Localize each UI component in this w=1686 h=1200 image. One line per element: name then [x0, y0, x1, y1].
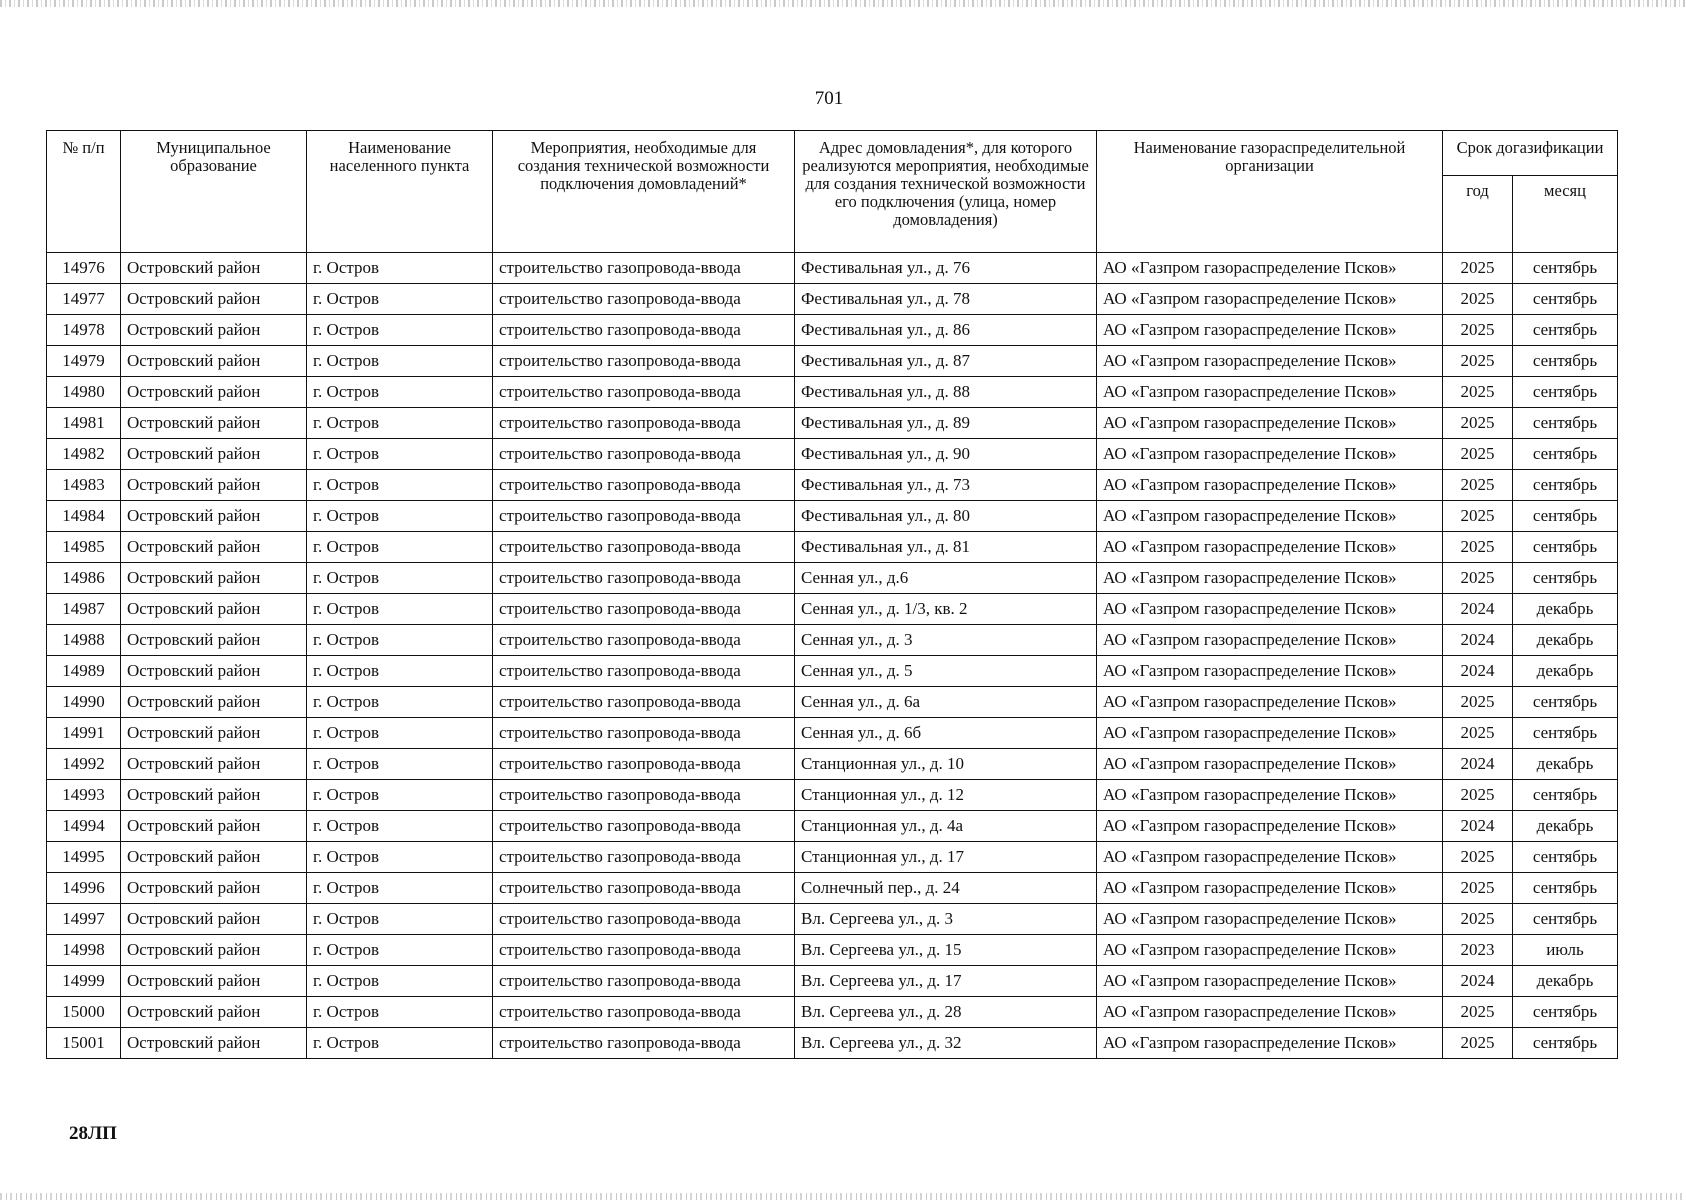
cell-organization: АО «Газпром газораспределение Псков»	[1097, 935, 1443, 966]
cell-num: 14989	[47, 656, 121, 687]
table-row	[47, 439, 1618, 470]
cell-measures: строительство газопровода-ввода	[493, 532, 795, 563]
cell-measures: строительство газопровода-ввода	[493, 284, 795, 315]
cell-settlement: г. Остров	[307, 315, 493, 346]
cell-num: 14996	[47, 873, 121, 904]
cell-municipality: Островский район	[121, 594, 307, 625]
cell-year: 2025	[1443, 470, 1513, 501]
cell-organization: АО «Газпром газораспределение Псков»	[1097, 749, 1443, 780]
cell-num: 15000	[47, 997, 121, 1028]
cell-month: сентябрь	[1513, 377, 1618, 408]
cell-address: Фестивальная ул., д. 78	[795, 284, 1097, 315]
cell-num: 14977	[47, 284, 121, 315]
cell-num: 15001	[47, 1028, 121, 1059]
cell-address: Станционная ул., д. 4а	[795, 811, 1097, 842]
cell-municipality: Островский район	[121, 315, 307, 346]
cell-num: 14982	[47, 439, 121, 470]
cell-organization: АО «Газпром газораспределение Псков»	[1097, 408, 1443, 439]
cell-organization: АО «Газпром газораспределение Псков»	[1097, 377, 1443, 408]
cell-num: 14995	[47, 842, 121, 873]
cell-num: 14983	[47, 470, 121, 501]
cell-settlement: г. Остров	[307, 346, 493, 377]
cell-address: Вл. Сергеева ул., д. 28	[795, 997, 1097, 1028]
cell-municipality: Островский район	[121, 439, 307, 470]
cell-address: Фестивальная ул., д. 88	[795, 377, 1097, 408]
cell-address: Вл. Сергеева ул., д. 15	[795, 935, 1097, 966]
cell-address: Солнечный пер., д. 24	[795, 873, 1097, 904]
cell-measures: строительство газопровода-ввода	[493, 594, 795, 625]
cell-organization: АО «Газпром газораспределение Псков»	[1097, 997, 1443, 1028]
cell-address: Станционная ул., д. 17	[795, 842, 1097, 873]
cell-settlement: г. Остров	[307, 966, 493, 997]
cell-address: Вл. Сергеева ул., д. 32	[795, 1028, 1097, 1059]
cell-address: Сенная ул., д. 1/3, кв. 2	[795, 594, 1097, 625]
cell-month: сентябрь	[1513, 842, 1618, 873]
table-row	[47, 315, 1618, 346]
cell-year: 2025	[1443, 1028, 1513, 1059]
table-row	[47, 811, 1618, 842]
header-year: год	[1443, 176, 1513, 253]
cell-settlement: г. Остров	[307, 408, 493, 439]
header-address: Адрес домовладения*, для которого реализуются мероприятия, необходимые для создания технической возможности его подключения (улица, номер домовладения)	[795, 131, 1097, 253]
cell-settlement: г. Остров	[307, 253, 493, 284]
cell-municipality: Островский район	[121, 532, 307, 563]
cell-organization: АО «Газпром газораспределение Псков»	[1097, 284, 1443, 315]
cell-measures: строительство газопровода-ввода	[493, 377, 795, 408]
cell-year: 2025	[1443, 377, 1513, 408]
header-num: № п/п	[47, 131, 121, 253]
cell-num: 14999	[47, 966, 121, 997]
cell-month: сентябрь	[1513, 408, 1618, 439]
cell-address: Фестивальная ул., д. 76	[795, 253, 1097, 284]
cell-organization: АО «Газпром газораспределение Псков»	[1097, 532, 1443, 563]
cell-month: сентябрь	[1513, 315, 1618, 346]
header-settlement: Наименование населенного пункта	[307, 131, 493, 253]
cell-year: 2025	[1443, 780, 1513, 811]
gasification-table	[46, 130, 1618, 1059]
table-row	[47, 873, 1618, 904]
cell-year: 2024	[1443, 594, 1513, 625]
cell-num: 14979	[47, 346, 121, 377]
cell-organization: АО «Газпром газораспределение Псков»	[1097, 811, 1443, 842]
cell-year: 2025	[1443, 842, 1513, 873]
cell-num: 14976	[47, 253, 121, 284]
cell-month: сентябрь	[1513, 532, 1618, 563]
cell-year: 2025	[1443, 997, 1513, 1028]
cell-month: сентябрь	[1513, 718, 1618, 749]
cell-year: 2025	[1443, 563, 1513, 594]
cell-address: Фестивальная ул., д. 87	[795, 346, 1097, 377]
cell-municipality: Островский район	[121, 966, 307, 997]
cell-organization: АО «Газпром газораспределение Псков»	[1097, 315, 1443, 346]
header-deadline: Срок догазификации	[1443, 131, 1618, 176]
cell-measures: строительство газопровода-ввода	[493, 563, 795, 594]
cell-municipality: Островский район	[121, 873, 307, 904]
cell-month: сентябрь	[1513, 873, 1618, 904]
cell-municipality: Островский район	[121, 470, 307, 501]
cell-organization: АО «Газпром газораспределение Псков»	[1097, 1028, 1443, 1059]
cell-num: 14987	[47, 594, 121, 625]
cell-measures: строительство газопровода-ввода	[493, 656, 795, 687]
table-row	[47, 253, 1618, 284]
cell-num: 14992	[47, 749, 121, 780]
cell-address: Сенная ул., д. 5	[795, 656, 1097, 687]
cell-measures: строительство газопровода-ввода	[493, 811, 795, 842]
cell-organization: АО «Газпром газораспределение Псков»	[1097, 594, 1443, 625]
cell-month: сентябрь	[1513, 253, 1618, 284]
scan-edge-bottom	[0, 1193, 1686, 1200]
cell-month: сентябрь	[1513, 470, 1618, 501]
cell-municipality: Островский район	[121, 904, 307, 935]
table-row	[47, 780, 1618, 811]
cell-month: декабрь	[1513, 656, 1618, 687]
header-month: месяц	[1513, 176, 1618, 253]
cell-month: сентябрь	[1513, 997, 1618, 1028]
cell-municipality: Островский район	[121, 656, 307, 687]
cell-num: 14990	[47, 687, 121, 718]
cell-measures: строительство газопровода-ввода	[493, 842, 795, 873]
table-row	[47, 563, 1618, 594]
cell-municipality: Островский район	[121, 377, 307, 408]
cell-settlement: г. Остров	[307, 749, 493, 780]
cell-organization: АО «Газпром газораспределение Псков»	[1097, 873, 1443, 904]
cell-month: сентябрь	[1513, 284, 1618, 315]
cell-municipality: Островский район	[121, 811, 307, 842]
cell-month: сентябрь	[1513, 439, 1618, 470]
table-row	[47, 377, 1618, 408]
cell-measures: строительство газопровода-ввода	[493, 904, 795, 935]
table-row	[47, 656, 1618, 687]
cell-year: 2025	[1443, 315, 1513, 346]
cell-address: Вл. Сергеева ул., д. 3	[795, 904, 1097, 935]
cell-measures: строительство газопровода-ввода	[493, 346, 795, 377]
cell-month: сентябрь	[1513, 904, 1618, 935]
cell-address: Фестивальная ул., д. 73	[795, 470, 1097, 501]
cell-month: декабрь	[1513, 625, 1618, 656]
table-row	[47, 842, 1618, 873]
cell-settlement: г. Остров	[307, 811, 493, 842]
cell-municipality: Островский район	[121, 284, 307, 315]
cell-year: 2025	[1443, 439, 1513, 470]
cell-organization: АО «Газпром газораспределение Псков»	[1097, 656, 1443, 687]
cell-settlement: г. Остров	[307, 594, 493, 625]
cell-year: 2025	[1443, 284, 1513, 315]
cell-measures: строительство газопровода-ввода	[493, 687, 795, 718]
cell-settlement: г. Остров	[307, 470, 493, 501]
cell-municipality: Островский район	[121, 501, 307, 532]
cell-municipality: Островский район	[121, 346, 307, 377]
cell-measures: строительство газопровода-ввода	[493, 1028, 795, 1059]
cell-month: сентябрь	[1513, 346, 1618, 377]
table-row	[47, 1028, 1618, 1059]
cell-address: Станционная ул., д. 12	[795, 780, 1097, 811]
cell-organization: АО «Газпром газораспределение Псков»	[1097, 718, 1443, 749]
cell-settlement: г. Остров	[307, 501, 493, 532]
cell-address: Фестивальная ул., д. 81	[795, 532, 1097, 563]
cell-month: сентябрь	[1513, 501, 1618, 532]
cell-organization: АО «Газпром газораспределение Псков»	[1097, 470, 1443, 501]
footer-code: 28ЛП	[69, 1123, 117, 1144]
cell-address: Станционная ул., д. 10	[795, 749, 1097, 780]
cell-year: 2025	[1443, 718, 1513, 749]
cell-num: 14984	[47, 501, 121, 532]
table-row	[47, 501, 1618, 532]
cell-num: 14985	[47, 532, 121, 563]
header-organization: Наименование газораспределительной организации	[1097, 131, 1443, 253]
cell-num: 14980	[47, 377, 121, 408]
table-row	[47, 408, 1618, 439]
cell-month: декабрь	[1513, 749, 1618, 780]
cell-year: 2025	[1443, 501, 1513, 532]
cell-municipality: Островский район	[121, 749, 307, 780]
cell-municipality: Островский район	[121, 1028, 307, 1059]
cell-organization: АО «Газпром газораспределение Псков»	[1097, 966, 1443, 997]
cell-year: 2025	[1443, 904, 1513, 935]
cell-measures: строительство газопровода-ввода	[493, 749, 795, 780]
cell-organization: АО «Газпром газораспределение Псков»	[1097, 780, 1443, 811]
cell-organization: АО «Газпром газораспределение Псков»	[1097, 439, 1443, 470]
page-number: 701	[814, 88, 844, 109]
cell-measures: строительство газопровода-ввода	[493, 439, 795, 470]
cell-year: 2023	[1443, 935, 1513, 966]
cell-municipality: Островский район	[121, 625, 307, 656]
cell-settlement: г. Остров	[307, 842, 493, 873]
cell-settlement: г. Остров	[307, 873, 493, 904]
cell-num: 14998	[47, 935, 121, 966]
cell-measures: строительство газопровода-ввода	[493, 780, 795, 811]
cell-settlement: г. Остров	[307, 377, 493, 408]
table-row	[47, 904, 1618, 935]
cell-organization: АО «Газпром газораспределение Псков»	[1097, 346, 1443, 377]
table-row	[47, 532, 1618, 563]
cell-municipality: Островский район	[121, 935, 307, 966]
cell-num: 14978	[47, 315, 121, 346]
cell-address: Сенная ул., д.6	[795, 563, 1097, 594]
cell-month: декабрь	[1513, 811, 1618, 842]
table-row	[47, 935, 1618, 966]
cell-municipality: Островский район	[121, 718, 307, 749]
cell-year: 2024	[1443, 656, 1513, 687]
header-municipality: Муниципальное образование	[121, 131, 307, 253]
cell-measures: строительство газопровода-ввода	[493, 718, 795, 749]
cell-municipality: Островский район	[121, 687, 307, 718]
cell-settlement: г. Остров	[307, 718, 493, 749]
scan-edge-top	[0, 0, 1686, 7]
cell-year: 2024	[1443, 749, 1513, 780]
table-row	[47, 346, 1618, 377]
cell-num: 14981	[47, 408, 121, 439]
cell-month: декабрь	[1513, 594, 1618, 625]
table-row	[47, 718, 1618, 749]
cell-measures: строительство газопровода-ввода	[493, 873, 795, 904]
cell-municipality: Островский район	[121, 997, 307, 1028]
header-measures: Мероприятия, необходимые для создания технической возможности подключения домовладений*	[493, 131, 795, 253]
cell-municipality: Островский район	[121, 253, 307, 284]
cell-settlement: г. Остров	[307, 563, 493, 594]
cell-organization: АО «Газпром газораспределение Псков»	[1097, 842, 1443, 873]
cell-measures: строительство газопровода-ввода	[493, 470, 795, 501]
cell-year: 2025	[1443, 346, 1513, 377]
table-row	[47, 749, 1618, 780]
cell-settlement: г. Остров	[307, 904, 493, 935]
cell-month: декабрь	[1513, 966, 1618, 997]
cell-year: 2025	[1443, 253, 1513, 284]
cell-settlement: г. Остров	[307, 656, 493, 687]
cell-organization: АО «Газпром газораспределение Псков»	[1097, 253, 1443, 284]
cell-month: сентябрь	[1513, 780, 1618, 811]
cell-settlement: г. Остров	[307, 780, 493, 811]
cell-year: 2025	[1443, 687, 1513, 718]
cell-municipality: Островский район	[121, 842, 307, 873]
cell-num: 14986	[47, 563, 121, 594]
cell-measures: строительство газопровода-ввода	[493, 966, 795, 997]
cell-municipality: Островский район	[121, 780, 307, 811]
cell-measures: строительство газопровода-ввода	[493, 997, 795, 1028]
cell-year: 2025	[1443, 873, 1513, 904]
cell-num: 14993	[47, 780, 121, 811]
cell-municipality: Островский район	[121, 408, 307, 439]
cell-measures: строительство газопровода-ввода	[493, 408, 795, 439]
cell-address: Вл. Сергеева ул., д. 17	[795, 966, 1097, 997]
cell-address: Сенная ул., д. 6б	[795, 718, 1097, 749]
cell-municipality: Островский район	[121, 563, 307, 594]
cell-month: сентябрь	[1513, 687, 1618, 718]
cell-address: Сенная ул., д. 6а	[795, 687, 1097, 718]
cell-settlement: г. Остров	[307, 997, 493, 1028]
cell-num: 14997	[47, 904, 121, 935]
cell-year: 2025	[1443, 532, 1513, 563]
cell-settlement: г. Остров	[307, 532, 493, 563]
table-row	[47, 997, 1618, 1028]
table-body	[47, 253, 1618, 1059]
cell-month: июль	[1513, 935, 1618, 966]
cell-year: 2025	[1443, 408, 1513, 439]
cell-measures: строительство газопровода-ввода	[493, 315, 795, 346]
cell-measures: строительство газопровода-ввода	[493, 935, 795, 966]
cell-settlement: г. Остров	[307, 935, 493, 966]
cell-settlement: г. Остров	[307, 687, 493, 718]
cell-month: сентябрь	[1513, 1028, 1618, 1059]
table-row	[47, 470, 1618, 501]
cell-organization: АО «Газпром газораспределение Псков»	[1097, 904, 1443, 935]
cell-organization: АО «Газпром газораспределение Псков»	[1097, 501, 1443, 532]
cell-num: 14991	[47, 718, 121, 749]
cell-settlement: г. Остров	[307, 439, 493, 470]
cell-organization: АО «Газпром газораспределение Псков»	[1097, 625, 1443, 656]
cell-settlement: г. Остров	[307, 284, 493, 315]
table-row	[47, 284, 1618, 315]
cell-settlement: г. Остров	[307, 1028, 493, 1059]
table-row	[47, 594, 1618, 625]
cell-address: Фестивальная ул., д. 86	[795, 315, 1097, 346]
cell-year: 2024	[1443, 966, 1513, 997]
cell-month: сентябрь	[1513, 563, 1618, 594]
cell-address: Фестивальная ул., д. 90	[795, 439, 1097, 470]
cell-num: 14988	[47, 625, 121, 656]
cell-organization: АО «Газпром газораспределение Псков»	[1097, 563, 1443, 594]
cell-measures: строительство газопровода-ввода	[493, 501, 795, 532]
cell-settlement: г. Остров	[307, 625, 493, 656]
cell-measures: строительство газопровода-ввода	[493, 253, 795, 284]
table-row	[47, 966, 1618, 997]
table-row	[47, 625, 1618, 656]
cell-address: Фестивальная ул., д. 89	[795, 408, 1097, 439]
table-row	[47, 687, 1618, 718]
cell-address: Фестивальная ул., д. 80	[795, 501, 1097, 532]
cell-num: 14994	[47, 811, 121, 842]
cell-address: Сенная ул., д. 3	[795, 625, 1097, 656]
cell-organization: АО «Газпром газораспределение Псков»	[1097, 687, 1443, 718]
cell-year: 2024	[1443, 811, 1513, 842]
cell-year: 2024	[1443, 625, 1513, 656]
cell-measures: строительство газопровода-ввода	[493, 625, 795, 656]
